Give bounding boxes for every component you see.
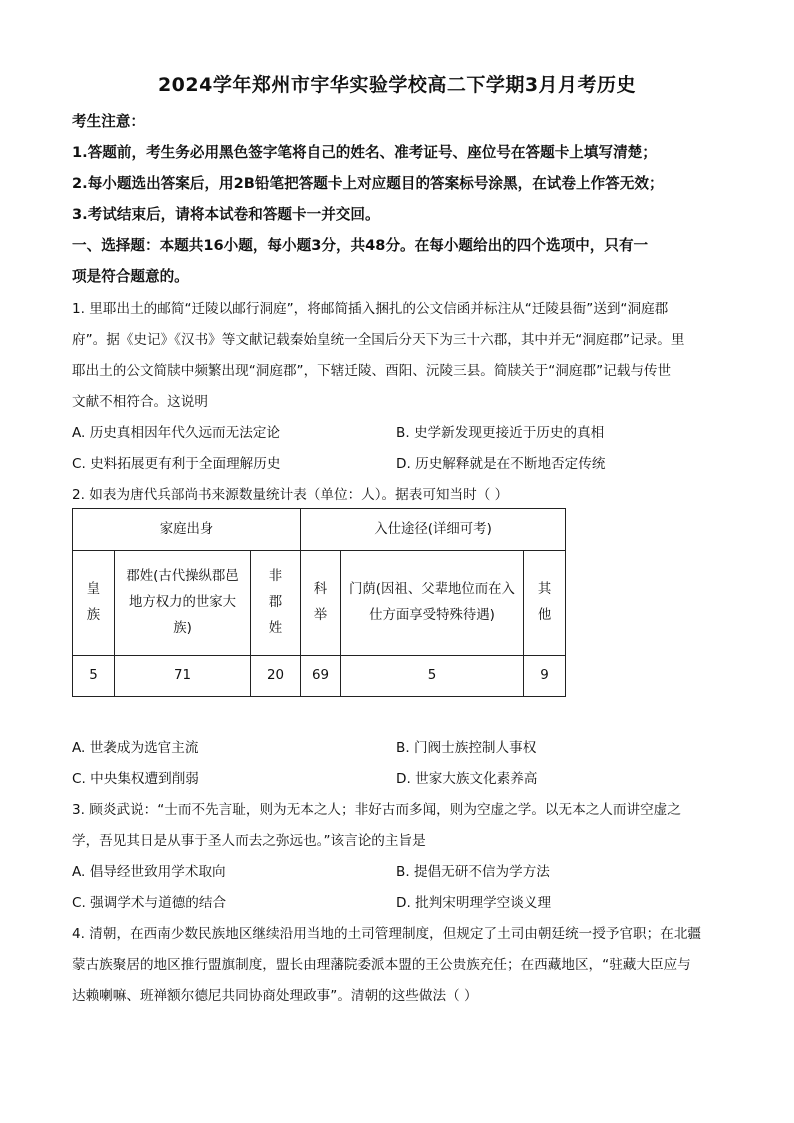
question-4-line-1: 4. 清朝，在西南少数民族地区继续沿用当地的土司管理制度，但规定了土司由朝廷统一授予官职；在北疆 [72, 926, 702, 942]
table-group-header-path: 入仕途径(详细可考) [301, 509, 566, 551]
table-header-royal: 皇族 [73, 551, 115, 656]
table-header-hereditary: 门荫(因祖、父辈地位而在入仕方面享受特殊待遇) [341, 551, 524, 656]
question-2-option-a[interactable]: A. 世袭成为选官主流 [72, 740, 199, 756]
question-1-option-d[interactable]: D. 历史解释就是在不断地否定传统 [396, 456, 606, 472]
question-3-option-d[interactable]: D. 批判宋明理学空谈义理 [396, 895, 552, 911]
question-3-option-a[interactable]: A. 倡导经世致用学术取向 [72, 864, 226, 880]
question-4-line-2: 蒙古族聚居的地区推行盟旗制度，盟长由理藩院委派本盟的王公贵族充任；在西藏地区，“驻藏大臣应与 [72, 957, 691, 973]
question-2-option-c[interactable]: C. 中央集权遭到削弱 [72, 771, 199, 787]
question-3-option-b[interactable]: B. 提倡无研不信为学方法 [396, 864, 550, 880]
question-1-line-4: 文献不相符合。这说明 [72, 394, 208, 410]
notice-item-1: 1.答题前，考生务必用黑色签字笔将自己的姓名、准考证号、座位号在答题卡上填写清楚； [72, 144, 657, 161]
section-heading-line-1: 一、选择题：本题共16小题，每小题3分，共48分。在每小题给出的四个选项中，只有一 [72, 237, 649, 254]
page-title: 2024学年郑州市宇华实验学校高二下学期3月月考历史 [157, 74, 637, 96]
statistics-table [72, 508, 566, 697]
question-1-line-3: 耶出土的公文简牍中频繁出现“洞庭郡”，下辖迁陵、酉阳、沅陵三县。简牍关于“洞庭郡”记载与传世 [72, 363, 672, 379]
question-3-line-2: 学，吾见其日是从事于圣人而去之弥远也。”该言论的主旨是 [72, 833, 426, 849]
table-cell-royal: 5 [73, 656, 115, 697]
table-header-non-clan: 非郡姓 [251, 551, 301, 656]
question-2-option-d[interactable]: D. 世家大族文化素养高 [396, 771, 538, 787]
question-1-line-2: 府”。据《史记》《汉书》等文献记载秦始皇统一全国后分天下为三十六郡，其中并无“洞庭郡”记录。里 [72, 332, 685, 348]
table-cell-exam: 69 [301, 656, 341, 697]
question-1-line-1: 1. 里耶出土的邮简“迁陵以邮行洞庭”，将邮简插入捆扎的公文信函并标注从“迁陵县衙”送到“洞庭郡 [72, 301, 669, 317]
question-3-line-1: 3. 顾炎武说：“士而不先言耻，则为无本之人；非好古而多闻，则为空虚之学。以无本之人而讲空虚之 [72, 802, 681, 818]
table-cell-hereditary: 5 [341, 656, 524, 697]
question-1-option-b[interactable]: B. 史学新发现更接近于历史的真相 [396, 425, 605, 441]
question-1-option-c[interactable]: C. 史料拓展更有利于全面理解历史 [72, 456, 281, 472]
table-header-other: 其他 [524, 551, 566, 656]
table-group-header-family: 家庭出身 [73, 509, 301, 551]
table-cell-non-clan: 20 [251, 656, 301, 697]
question-3-option-c[interactable]: C. 强调学术与道德的结合 [72, 895, 227, 911]
table-header-exam: 科举 [301, 551, 341, 656]
question-2-line-1: 2. 如表为唐代兵部尚书来源数量统计表（单位：人）。据表可知当时（ ） [72, 487, 509, 503]
notice-item-3: 3.考试结束后，请将本试卷和答题卡一并交回。 [72, 206, 380, 223]
question-2-option-b[interactable]: B. 门阀士族控制人事权 [396, 740, 537, 756]
notice-heading: 考生注意： [72, 113, 145, 130]
notice-item-2: 2.每小题选出答案后，用2B铅笔把答题卡上对应题目的答案标号涂黑，在试卷上作答无效； [72, 175, 664, 192]
table-cell-other: 9 [524, 656, 566, 697]
table-cell-prefecture-clan: 71 [115, 656, 251, 697]
question-1-option-a[interactable]: A. 历史真相因年代久远而无法定论 [72, 425, 281, 441]
section-heading-line-2: 项是符合题意的。 [72, 268, 189, 285]
question-4-line-3: 达赖喇嘛、班禅额尔德尼共同协商处理政事”。清朝的这些做法（ ） [72, 988, 478, 1004]
table-header-prefecture-clan: 郡姓(古代操纵郡邑地方权力的世家大族) [115, 551, 251, 656]
